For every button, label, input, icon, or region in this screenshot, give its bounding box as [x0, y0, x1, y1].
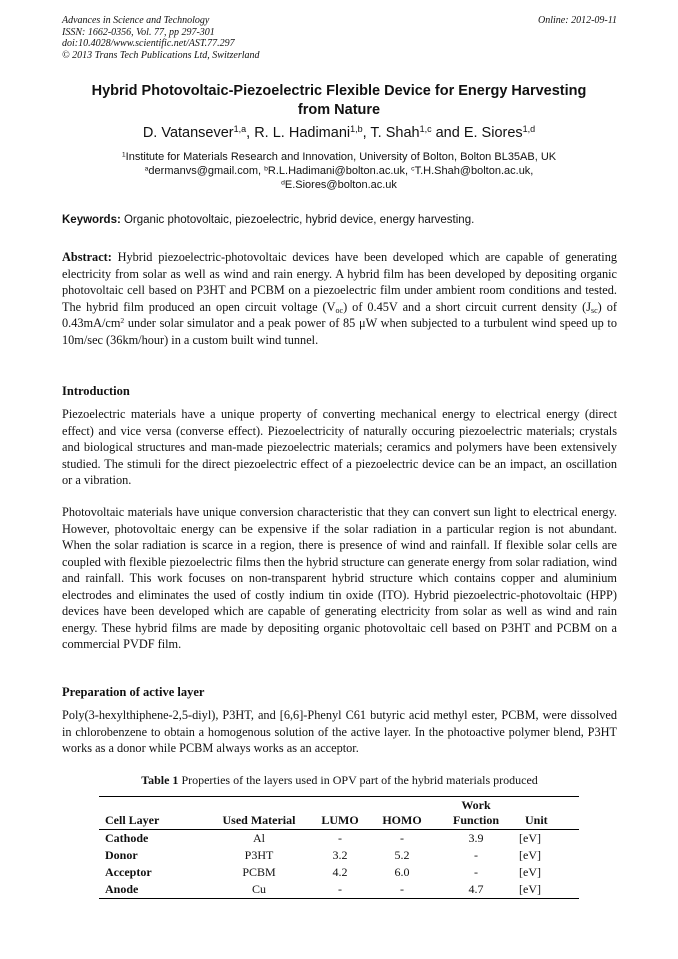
cell-homo: 5.2	[394, 848, 410, 862]
introduction-paragraph-1: Piezoelectric materials have a unique property of converting mechanical energy to electrical energy (direct effect) and vice versa (converse effect). Piezoelectricity of naturally occuring piezoelectric materials; crystals and biological structures and man-made piezoelectric materials; ceramics and polymers have been extensively studied. The stimuli for the direct piezoelectric effect of a piezoelectric device can be an impact, an oscillation or a vibration.	[62, 407, 617, 487]
copyright: © 2013 Trans Tech Publications Ltd, Switzerland	[62, 49, 260, 61]
cell-layer: Donor	[105, 848, 138, 862]
cell-unit: [eV]	[519, 881, 579, 899]
cell-unit: [eV]	[519, 848, 541, 862]
header-homo: HOMO	[371, 797, 433, 830]
header-lumo: LUMO	[309, 797, 371, 830]
cell-homo: 6.0	[394, 865, 410, 879]
header-cell-layer: Cell Layer	[99, 797, 209, 830]
header-unit: Unit	[519, 797, 579, 830]
abstract-text: ) of 0.45V and a short circuit current density (J	[343, 299, 591, 314]
table-caption	[62, 773, 617, 788]
cell-material: Cu	[209, 881, 309, 899]
email: R.L.Hadimani@bolton.ac.uk,	[267, 165, 412, 177]
table-row	[99, 830, 579, 848]
email: dermanvs@gmail.com,	[148, 165, 265, 177]
cell-material: Al	[253, 831, 265, 845]
online-date: Online: 2012-09-11	[538, 15, 617, 26]
journal-name: Advances in Science and Technology	[62, 15, 210, 26]
table-row	[99, 881, 579, 899]
abstract-text: under solar simulator and a peak power of 85 μW when subjected to a turbulent wind speed up to 10m/sec (36km/hour) in a custom built wind tunnel.	[62, 316, 617, 347]
author-name: D. Vatansever	[142, 125, 234, 141]
preparation-paragraph-1: Poly(3-hexylthiphene-2,5-diyl), P3HT, and [6,6]-Phenyl C61 butyric acid methyl ester, PCBM, were dissolved in chlorobenzene to obtain a homogenous solution of the active layer. In the photoactive polymer blend, P3HT works as a donor while PCBM always works as an acceptor.	[62, 708, 617, 755]
cell-unit: [eV]	[519, 831, 541, 845]
affiliation-mark: 1	[121, 151, 126, 159]
jsc-subscript: sc	[591, 305, 598, 315]
author-name: E. Siores	[463, 125, 523, 141]
header-used-material: Used Material	[209, 797, 309, 830]
affiliation	[50, 150, 628, 192]
cell-layer: Acceptor	[105, 865, 152, 879]
email-mark: a	[144, 165, 149, 173]
email-line	[50, 178, 628, 192]
table-caption-text: Properties of the layers used in OPV part of the hybrid materials produced	[178, 773, 538, 787]
author-name: T. Shah	[370, 125, 420, 141]
author-affil-mark: 1,b	[350, 124, 363, 135]
email-line	[50, 164, 628, 178]
author-separator: ,	[362, 125, 371, 141]
introduction-paragraph-2: Photovoltaic materials have unique conversion characteristic that they can convert sun light to electrical energy. However, photovoltaic energy can be expensive if the solar radiation in a particular region is not abundant. When the solar radiation is scarce in a region, there is presence of wind and rainfall. If flexible solar cells are coupled with flexible piezoelectric films then the hybrid structure can generate energy from solar radiation, wind and rainfall. This work focuses on non-transparent hybrid structure which contains copper and aluminium electrodes and eliminates the used of costly indium tin oxide (ITO). Hybrid piezoelectric-photovoltaic (HPP) devices have been developed which are capable of generating electricity from solar as well as wind and rain energy. These hybrid films are made by depositing organic photovoltaic cell based on P3HT and PCBM on a commercial PVDF film.	[62, 505, 617, 651]
cell-lumo: 3.2	[332, 848, 348, 862]
abstract-label: Abstract:	[62, 250, 112, 264]
table-caption-label: Table 1	[141, 773, 179, 787]
cell-material: P3HT	[244, 848, 274, 862]
doi: doi:10.4028/www.scientific.net/AST.77.297	[62, 38, 235, 49]
table-row	[99, 847, 579, 864]
author-affil-mark: 1,d	[522, 124, 536, 135]
cell-work-function: -	[474, 848, 478, 862]
affiliation-text: Institute for Materials Research and Innovation, University of Bolton, Bolton BL35AB, UK	[125, 151, 557, 163]
affiliation-line	[50, 150, 628, 164]
cm-superscript: 2	[120, 315, 125, 325]
section-heading-preparation: Preparation of active layer	[62, 685, 205, 699]
email: T.H.Shah@bolton.ac.uk,	[414, 165, 534, 177]
author-affil-mark: 1,a	[233, 124, 247, 135]
author-separator: ,	[246, 125, 255, 141]
email: E.Siores@bolton.ac.uk	[284, 179, 397, 191]
keywords	[62, 214, 617, 226]
title-line-1: Hybrid Photovoltaic-Piezoelectric Flexible Device for Energy Harvesting	[91, 83, 587, 99]
table-header-row	[99, 797, 579, 830]
section-heading-introduction: Introduction	[62, 384, 130, 398]
abstract-text: ) of 0.43mA/cm	[62, 299, 617, 330]
cell-work-function: 4.7	[433, 881, 519, 899]
properties-table	[99, 796, 579, 899]
title-line-2: from Nature	[297, 102, 381, 118]
cell-lumo: 4.2	[332, 865, 348, 879]
email-mark: c	[411, 165, 415, 173]
voc-subscript: oc	[335, 305, 344, 315]
email-mark: d	[281, 179, 285, 187]
cell-lumo: -	[338, 831, 342, 845]
table-row	[99, 864, 579, 881]
author-name: R. L. Hadimani	[254, 125, 351, 141]
email-mark: b	[264, 165, 268, 173]
header-work-function-line1: Work	[461, 798, 491, 812]
journal-header	[62, 15, 617, 61]
issn: ISSN: 1662-0356, Vol. 77, pp 297-301	[62, 26, 215, 38]
abstract	[62, 249, 617, 348]
author-list	[50, 124, 628, 142]
author-affil-mark: 1,c	[419, 124, 432, 135]
abstract-text: Hybrid piezoelectric-photovoltaic devices have been developed which are capable of generating electricity from solar as well as wind and rain energy. A hybrid film has been developed by depositing organic photovoltaic cell based on P3HT and PCBM on a piezoelectric film under ambient room conditions and tested. The hybrid film produced an open circuit voltage (V	[62, 250, 617, 314]
cell-lumo: -	[309, 881, 371, 899]
cell-material: PCBM	[242, 865, 276, 879]
cell-work-function: -	[474, 865, 478, 879]
keywords-label: Keywords:	[62, 214, 121, 226]
cell-homo: -	[400, 831, 404, 845]
header-work-function-line2: Function	[452, 813, 499, 827]
author-separator: and	[431, 125, 464, 141]
cell-homo: -	[371, 881, 433, 899]
cell-layer: Cathode	[105, 831, 149, 845]
paper-title	[50, 82, 628, 120]
keywords-text: Organic photovoltaic, piezoelectric, hybrid device, energy harvesting.	[120, 214, 475, 226]
header-work-function	[433, 797, 519, 830]
cell-work-function: 3.9	[468, 831, 484, 845]
cell-unit: [eV]	[519, 865, 541, 879]
cell-layer: Anode	[99, 881, 209, 899]
